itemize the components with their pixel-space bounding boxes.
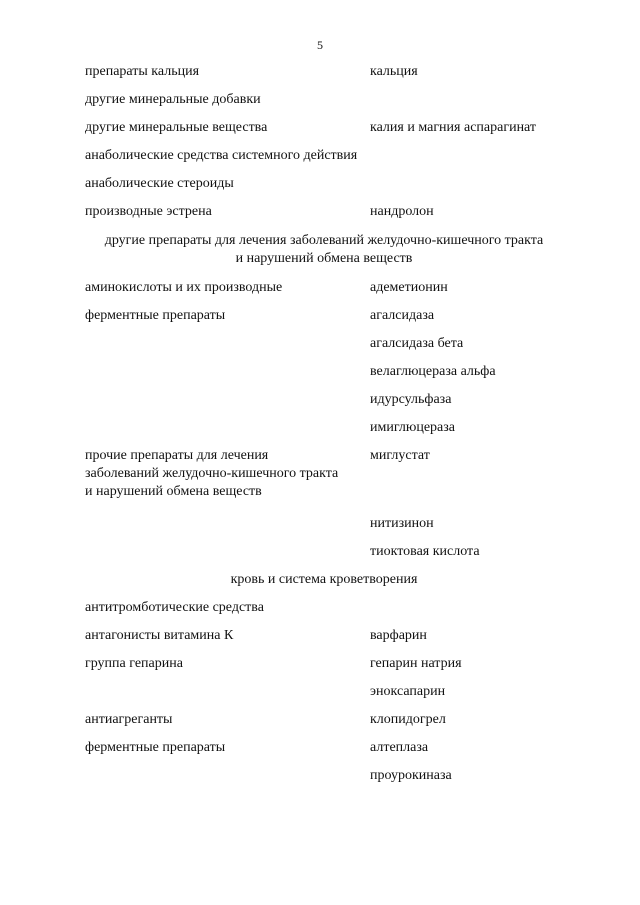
group-name: анаболические стероиды — [85, 176, 234, 191]
table-row — [85, 175, 585, 203]
drug-name: агалсидаза бета — [370, 336, 464, 351]
drug-name: алтеплаза — [370, 740, 429, 755]
group-name — [85, 335, 370, 363]
drug-name: велаглюцераза альфа — [370, 364, 496, 379]
drug-classification-table — [85, 63, 585, 795]
table-row — [85, 683, 585, 711]
group-name — [85, 767, 370, 795]
group-name: ферментные препараты — [85, 740, 226, 755]
group-name — [85, 447, 370, 515]
section-heading-line: и нарушений обмена веществ — [235, 251, 413, 266]
table-row — [85, 363, 585, 391]
group-name: антитромботические средства — [85, 600, 264, 615]
group-name — [85, 543, 370, 571]
drug-name — [485, 147, 585, 175]
group-name: группа гепарина — [85, 656, 183, 671]
table-row — [85, 447, 585, 515]
group-name — [85, 391, 370, 419]
table-row — [85, 307, 585, 335]
group-name-line: и нарушений обмена веществ — [85, 484, 262, 499]
group-name-line: заболеваний желудочно-кишечного тракта — [85, 466, 339, 481]
drug-name: калия и магния аспарагинат — [370, 120, 537, 135]
table-row — [85, 391, 585, 419]
table-row — [85, 627, 585, 655]
group-name — [85, 515, 370, 543]
group-name — [85, 683, 370, 711]
table-row — [85, 739, 585, 767]
table-row — [85, 655, 585, 683]
table-row — [85, 767, 585, 795]
group-name-line: прочие препараты для лечения — [85, 448, 269, 463]
drug-name: нандролон — [370, 204, 434, 219]
drug-name — [370, 599, 585, 627]
table-row — [85, 91, 585, 119]
table-row — [85, 711, 585, 739]
group-name: аминокислоты и их производные — [85, 280, 283, 295]
group-name — [85, 363, 370, 391]
drug-name: проурокиназа — [370, 768, 452, 783]
table-row — [85, 335, 585, 363]
table-row — [85, 119, 585, 147]
table-row — [85, 279, 585, 307]
table-row — [85, 515, 585, 543]
drug-name: нитизинон — [370, 516, 434, 531]
group-name: антиагреганты — [85, 712, 173, 727]
drug-name: варфарин — [370, 628, 427, 643]
drug-name: идурсульфаза — [370, 392, 452, 407]
group-name — [85, 419, 370, 447]
drug-name: агалсидаза — [370, 308, 435, 323]
section-heading: кровь и система кроветворения — [230, 572, 418, 587]
group-name: производные эстрена — [85, 204, 212, 219]
drug-name: имиглюцераза — [370, 420, 455, 435]
group-name: препараты кальция — [85, 64, 200, 79]
group-name: анаболические средства системного действия — [85, 148, 358, 163]
drug-name: эноксапарин — [370, 684, 446, 699]
page-number: 5 — [317, 38, 323, 52]
group-name: другие минеральные добавки — [85, 92, 261, 107]
drug-name: клопидогрел — [370, 712, 446, 727]
drug-name: адеметионин — [370, 280, 448, 295]
table-row — [85, 63, 585, 91]
section-heading — [85, 232, 563, 268]
group-name: другие минеральные вещества — [85, 120, 268, 135]
drug-name: миглустат — [370, 448, 430, 463]
table-row — [85, 419, 585, 447]
drug-name — [370, 91, 585, 119]
table-row — [85, 599, 585, 627]
group-name: антагонисты витамина К — [85, 628, 234, 643]
drug-name — [370, 175, 585, 203]
table-row — [85, 543, 585, 571]
drug-name: кальция — [370, 64, 418, 79]
table-row — [85, 147, 585, 175]
section-heading-line: другие препараты для лечения заболеваний желудочно-кишечного тракта — [104, 233, 544, 248]
drug-name: тиоктовая кислота — [370, 544, 480, 559]
drug-name: гепарин натрия — [370, 656, 462, 671]
group-name: ферментные препараты — [85, 308, 226, 323]
table-row — [85, 203, 585, 231]
